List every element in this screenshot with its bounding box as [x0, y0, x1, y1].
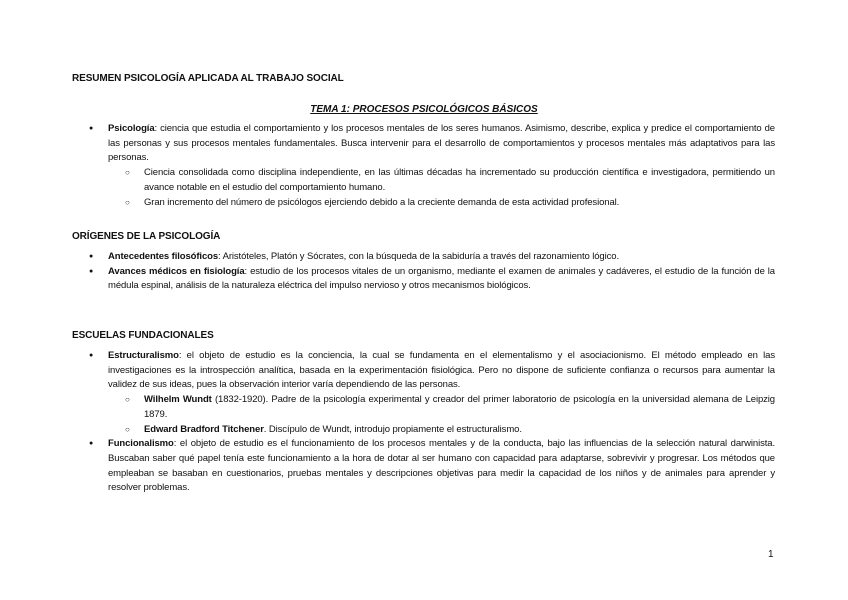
titchener-item — [144, 423, 775, 438]
structuralism-term: Estructuralismo — [108, 350, 179, 361]
person-name: Wilhelm Wundt — [144, 394, 212, 406]
psychology-sub-item: ○ Ciencia consolidada como disciplina independiente, en las últimas décadas ha incrementado su producción científica e investigadora, permitiendo un avance notable en el estudio del comportamiento humano. — [144, 166, 775, 195]
structuralism-sub-list — [144, 393, 775, 437]
structuralism-text: : el objeto de estudio es la conciencia, la cual se fundamenta en el elementalismo y el asociacionismo. El método empleado en las investigaciones es la introspección analítica, basada en la experimentación fisiológica. Pero no dispone de suficiente confianza o recursos para aumentar la validez de sus ideas, pues la observación interior varía dependiendo de las personas. — [108, 350, 775, 391]
origins-item-medical — [108, 265, 775, 294]
psychology-definition: : ciencia que estudia el comportamiento y los procesos mentales de los seres humanos. Asimismo, describe, explica y predice el comportamiento de las personas y sus procesos mentales fundamentales. Busca intervenir para el desarrollo de comportamientos y procesos mentales más adaptativos para las personas. — [108, 123, 775, 164]
psychology-definition-item — [108, 122, 775, 210]
person-text: (1832-1920). Padre de la psicología experimental y creador del primer laboratorio de psicología en la universidad alemana de Leipzig 1879. — [144, 394, 775, 420]
item-term: Antecedentes filosóficos — [108, 251, 219, 262]
item-text: : estudio de los procesos vitales de un organismo, mediante el examen de animales y cadáveres, el estudio de la función de la médula espinal, análisis de la naturaleza eléctrica del impulso nervioso y otros mecanismos biológicos. — [108, 265, 775, 292]
page-number: 1 — [768, 549, 774, 560]
person-text: . Discípulo de Wundt, introdujo propiamente el estructuralismo. — [263, 423, 522, 435]
psychology-term: Psicología — [108, 123, 155, 134]
psychology-list — [108, 122, 775, 210]
functionalism-term: Funcionalismo — [108, 438, 174, 450]
structuralism-item — [108, 349, 775, 437]
schools-heading: ESCUELAS FUNDACIONALES — [72, 330, 214, 341]
item-text: : Aristóteles, Platón y Sócrates, con la búsqueda de la sabiduría a través del razonamiento lógico. — [218, 251, 619, 262]
psychology-sub-list — [144, 166, 775, 210]
person-name: Edward Bradford Titchener — [144, 423, 264, 435]
topic-title: TEMA 1: PROCESOS PSICOLÓGICOS BÁSICOS — [310, 104, 538, 115]
origins-item-philosophical — [108, 250, 775, 265]
functionalism-text: : el objeto de estudio es el funcionamiento de los procesos mentales y de la conducta, bajo las influencias de la selección natural darwinista. Buscaban saber qué papel tenía este funcionamiento a la hora de dotar al ser humano con capacidad para adaptarse, sobrevivir y progresar. Los métodos que empleaban se basaban en cuestionarios, pruebas mentales y descripciones objetivas para medir la capacidad de los niños y de animales para aprender y resolver problemas. — [108, 438, 775, 494]
wundt-item — [144, 393, 775, 422]
functionalism-item — [108, 437, 775, 496]
document-title: RESUMEN PSICOLOGÍA APLICADA AL TRABAJO SOCIAL — [72, 73, 344, 84]
schools-list — [108, 349, 775, 496]
origins-heading: ORÍGENES DE LA PSICOLOGÍA — [72, 231, 221, 242]
item-term: Avances médicos en fisiología — [108, 265, 245, 277]
origins-list — [108, 250, 775, 294]
psychology-sub-item: ○ Gran incremento del número de psicólogos ejerciendo debido a la creciente demanda de esta actividad profesional. — [144, 196, 775, 211]
